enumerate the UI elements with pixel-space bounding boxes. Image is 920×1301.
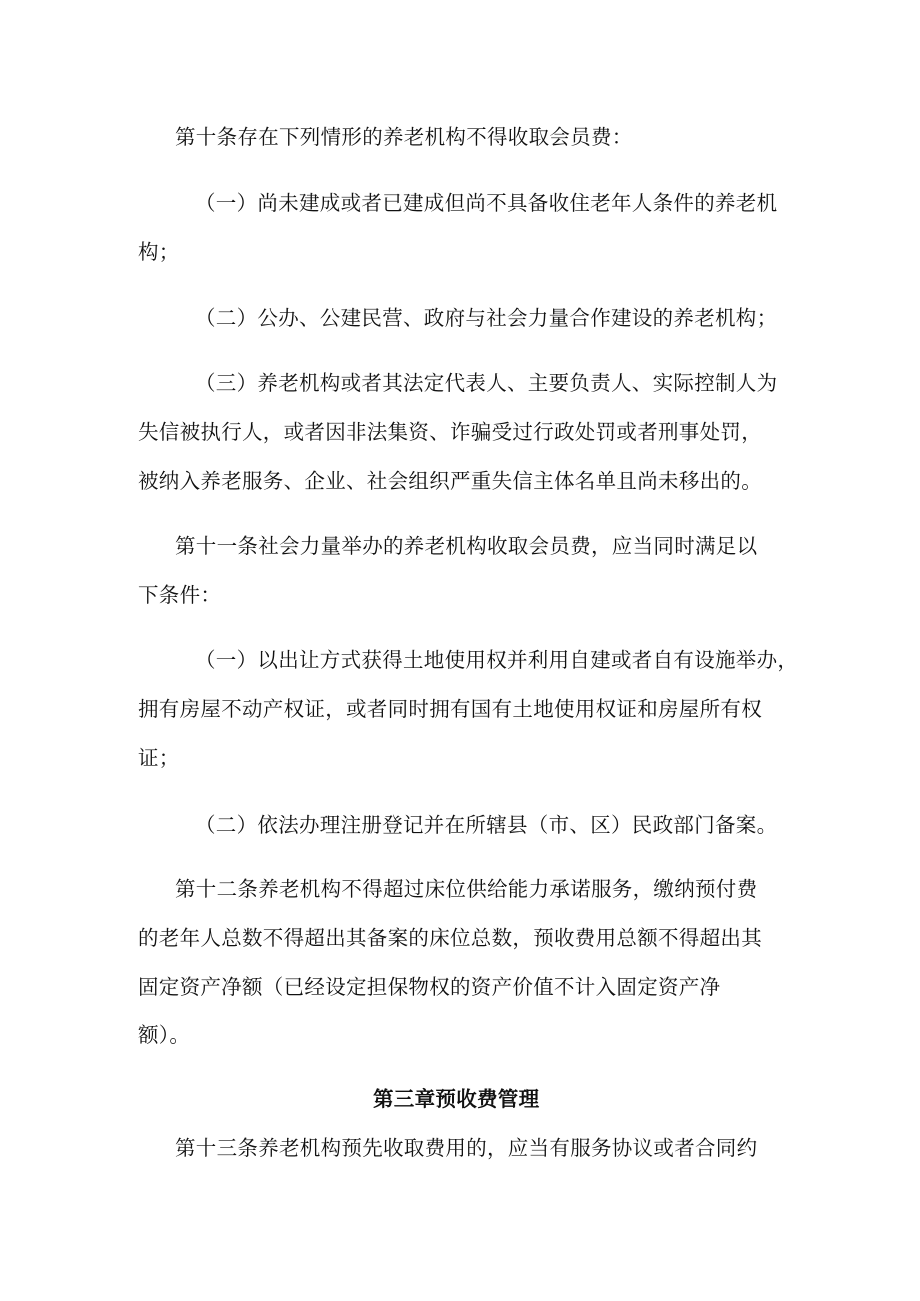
article-11-item-1-line-1: （一）以出让方式获得土地使用权并利用自建或者自有设施举办， bbox=[195, 648, 799, 672]
article-10-item-2: （二）公办、公建民营、政府与社会力量合作建设的养老机构； bbox=[195, 306, 778, 330]
article-10-item-3-line-3: 被纳入养老服务、企业、社会组织严重失信主体名单且尚未移出的。 bbox=[138, 469, 762, 493]
article-13-line-1: 第十三条养老机构预先收取费用的，应当有服务协议或者合同约 bbox=[175, 1136, 758, 1160]
article-11-item-2: （二）依法办理注册登记并在所辖县（市、区）民政部门备案。 bbox=[195, 813, 778, 837]
article-12-line-1: 第十二条养老机构不得超过床位供给能力承诺服务，缴纳预付费 bbox=[175, 877, 758, 901]
article-11-item-1-line-2: 拥有房屋不动产权证，或者同时拥有国有土地使用权证和房屋所有权 bbox=[138, 697, 762, 721]
article-12-line-3: 固定资产净额（已经设定担保物权的资产价值不计入固定资产净 bbox=[138, 975, 721, 999]
article-10-item-1-line-2: 构； bbox=[138, 240, 180, 264]
article-10-item-3-line-2: 失信被执行人，或者因非法集资、诈骗受过行政处罚或者刑事处罚， bbox=[138, 420, 762, 444]
article-11-line-2: 下条件： bbox=[138, 583, 222, 607]
article-10-item-1-line-1: （一）尚未建成或者已建成但尚不具备收住老年人条件的养老机 bbox=[195, 191, 778, 215]
chapter-3-heading: 第三章预收费管理 bbox=[373, 1087, 540, 1111]
article-12-line-2: 的老年人总数不得超出其备案的床位总数，预收费用总额不得超出其 bbox=[138, 926, 762, 950]
article-10-intro: 第十条存在下列情形的养老机构不得收取会员费： bbox=[175, 125, 633, 149]
article-10-item-3-line-1: （三）养老机构或者其法定代表人、主要负责人、实际控制人为 bbox=[195, 371, 778, 395]
article-12-line-4: 额）。 bbox=[138, 1023, 191, 1047]
article-11-item-1-line-3: 证； bbox=[138, 746, 180, 770]
article-11-line-1: 第十一条社会力量举办的养老机构收取会员费，应当同时满足以 bbox=[175, 534, 758, 558]
